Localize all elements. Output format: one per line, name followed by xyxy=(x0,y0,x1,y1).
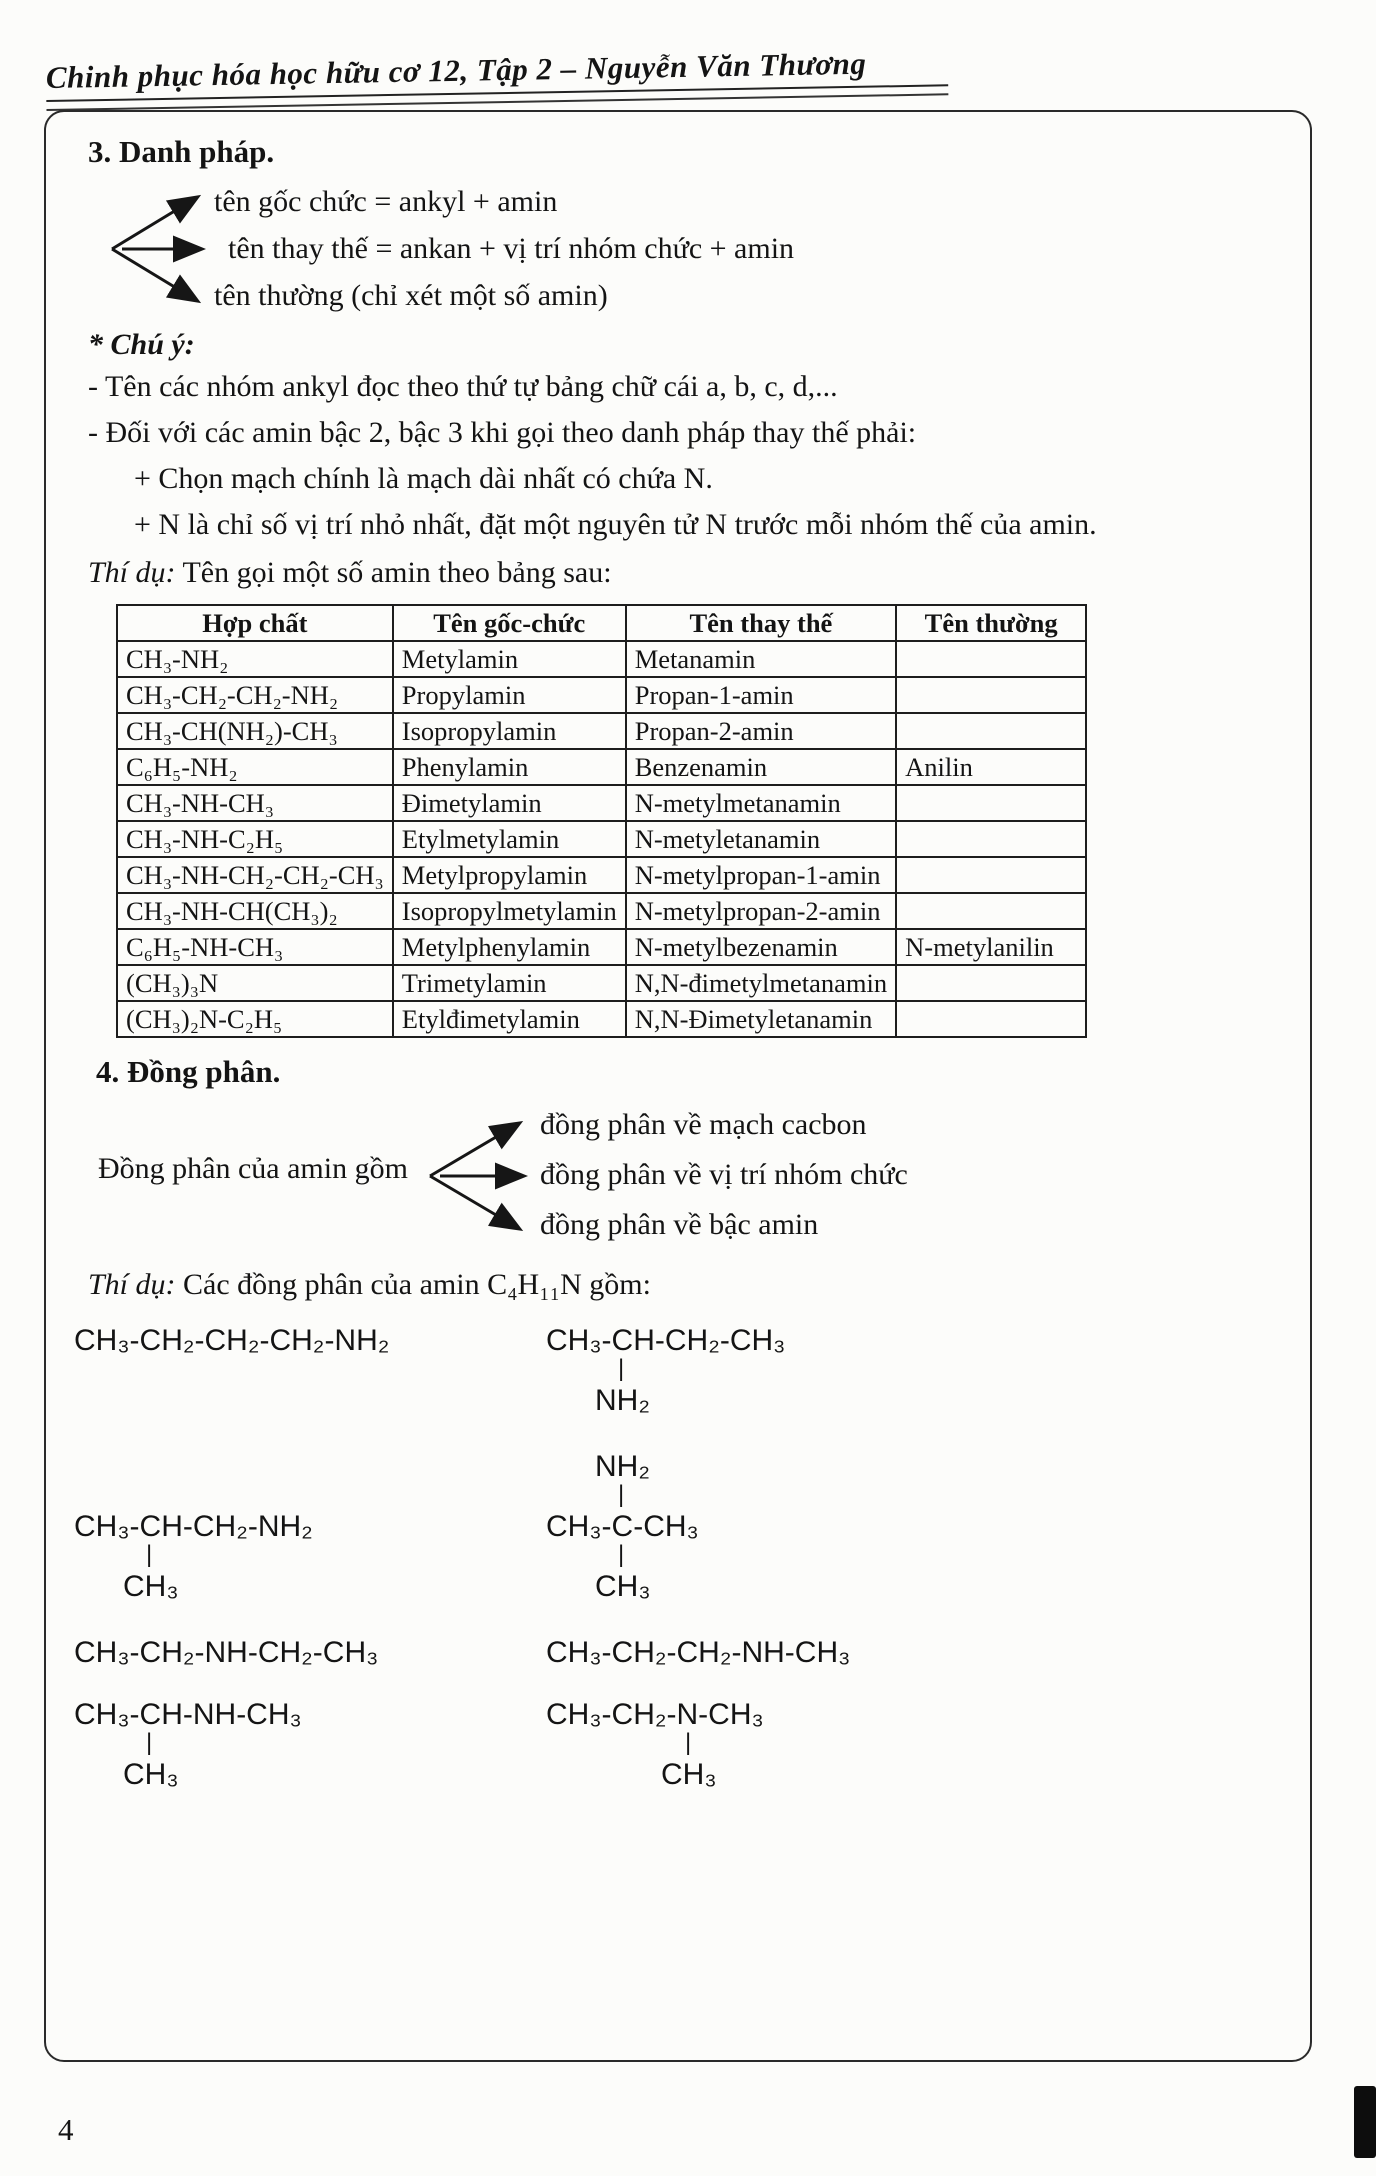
amine-table-body xyxy=(117,641,1086,1037)
table-cell: CH₃-NH-C₂H₅ xyxy=(117,821,393,857)
table-cell: Phenylamin xyxy=(393,749,626,785)
col-header-ten-thuong: Tên thường xyxy=(896,605,1086,641)
formula-line: CH₃ xyxy=(123,1570,179,1603)
table-cell xyxy=(896,965,1086,1001)
page-header xyxy=(46,44,967,111)
table-cell: CH₃-NH-CH₂-CH₂-CH₃ xyxy=(117,857,393,893)
bond-vertical: | xyxy=(618,1355,625,1382)
formula-line: CH₃ xyxy=(123,1758,179,1791)
formula-line: CH₃-C-CH₃ xyxy=(546,1510,699,1543)
formula-line: CH₃-CH₂-NH-CH₂-CH₃ xyxy=(74,1636,379,1669)
table-cell xyxy=(896,1001,1086,1037)
table-cell: C₆H₅-NH₂ xyxy=(117,749,393,785)
table-cell: Anilin xyxy=(896,749,1086,785)
formula-butan-2-amin xyxy=(546,1322,785,1420)
formula-row xyxy=(74,1634,1282,1672)
table-cell: Metanamin xyxy=(626,641,896,677)
table-cell: (CH₃)₃N xyxy=(117,965,393,1001)
bond-vertical: | xyxy=(146,1729,153,1756)
isomer-branch-label: Đồng phân của amin gồm xyxy=(98,1152,408,1185)
formula-etyldimetylamin xyxy=(546,1696,764,1794)
table-cell: CH₃-NH-CH(CH₃)₂ xyxy=(117,893,393,929)
branch-item-thay-the: tên thay thế = ankan + vị trí nhóm chức + amin xyxy=(228,232,795,265)
formula-row xyxy=(74,1448,1282,1606)
table-cell xyxy=(896,641,1086,677)
table-head xyxy=(117,605,1086,641)
table-cell: C₆H₅-NH-CH₃ xyxy=(117,929,393,965)
isomer-branch-diagram xyxy=(74,1100,1282,1252)
formula-row xyxy=(74,1696,1282,1794)
section4-heading: 4. Đồng phân. xyxy=(96,1054,281,1089)
col-header-goc-chuc: Tên gốc-chức xyxy=(393,605,626,641)
amine-naming-table xyxy=(116,604,1087,1038)
note-heading: * Chú ý: xyxy=(88,328,195,361)
formula-metylpropylamin xyxy=(546,1634,850,1672)
note-line: - Đối với các amin bậc 2, bậc 3 khi gọi theo danh pháp thay thế phải: xyxy=(88,416,917,449)
table-cell: N,N-Đimetyletanamin xyxy=(626,1001,896,1037)
table-cell: Isopropylmetylamin xyxy=(393,893,626,929)
formula-line: CH₃-CH₂-N-CH₃ xyxy=(546,1698,764,1731)
table-cell xyxy=(896,821,1086,857)
table-row xyxy=(117,929,1086,965)
table-cell: N,N-đimetylmetanamin xyxy=(626,965,896,1001)
formula-line: NH₂ xyxy=(595,1384,650,1417)
table-row xyxy=(117,821,1086,857)
formula-line: CH₃-CH₂-CH₂-CH₂-NH₂ xyxy=(74,1324,390,1357)
table-example-intro xyxy=(88,550,1282,596)
bond-vertical: | xyxy=(685,1729,692,1756)
table-cell: CH₃-NH₂ xyxy=(117,641,393,677)
table-cell: Propan-1-amin xyxy=(626,677,896,713)
table-cell xyxy=(896,785,1086,821)
col-header-hop-chat: Hợp chất xyxy=(117,605,393,641)
formula-line: CH₃-CH-CH₂-CH₃ xyxy=(546,1324,786,1357)
isomer-example-intro xyxy=(88,1262,1282,1308)
formula-isopropylmetylamin xyxy=(74,1696,546,1794)
bond-vertical: | xyxy=(146,1541,153,1568)
formula-line: CH₃ xyxy=(595,1570,651,1603)
table-row xyxy=(117,713,1086,749)
bond-vertical: | xyxy=(618,1541,625,1568)
table-cell: CH₃-CH₂-CH₂-NH₂ xyxy=(117,677,393,713)
table-cell: CH₃-CH(NH₂)-CH₃ xyxy=(117,713,393,749)
table-cell: Metylpropylamin xyxy=(393,857,626,893)
table-row xyxy=(117,857,1086,893)
table-row xyxy=(117,641,1086,677)
formula-2-metylpropan-1-amin xyxy=(74,1448,546,1606)
formula-2-metylpropan-2-amin xyxy=(546,1448,699,1606)
table-cell: N-metylanilin xyxy=(896,929,1086,965)
formula-dietylamin xyxy=(74,1634,546,1672)
table-cell: Trimetylamin xyxy=(393,965,626,1001)
scan-artifact xyxy=(1354,2086,1376,2158)
example-text: Các đồng phân của amin C₄H₁₁N gồm: xyxy=(175,1268,651,1301)
note-line: + Chọn mạch chính là mạch dài nhất có chứa N. xyxy=(134,462,713,495)
table-cell: CH₃-NH-CH₃ xyxy=(117,785,393,821)
table-row xyxy=(117,965,1086,1001)
table-cell: Metylamin xyxy=(393,641,626,677)
table-cell: (CH₃)₂N-C₂H₅ xyxy=(117,1001,393,1037)
table-cell: Propan-2-amin xyxy=(626,713,896,749)
table-cell: N-metylmetanamin xyxy=(626,785,896,821)
table-cell: Đimetylamin xyxy=(393,785,626,821)
branch-arrows-icon xyxy=(110,178,206,320)
table-cell: N-metylpropan-2-amin xyxy=(626,893,896,929)
col-header-thay-the: Tên thay thế xyxy=(626,605,896,641)
table-cell: N-metyletanamin xyxy=(626,821,896,857)
table-cell: Benzenamin xyxy=(626,749,896,785)
formula-line: CH₃-CH-CH₂-NH₂ xyxy=(74,1510,313,1543)
example-label: Thí dụ: xyxy=(88,1268,176,1301)
formula-line: NH₂ xyxy=(595,1450,650,1483)
book-title: Chinh phục hóa học hữu cơ 12, Tập 2 – Nguyễn Văn Thương xyxy=(45,45,867,96)
formula-butan-1-amin xyxy=(74,1322,546,1360)
branch-item-goc-chuc: tên gốc chức = ankyl + amin xyxy=(214,185,558,218)
branch-item-mach-cacbon: đồng phân về mạch cacbon xyxy=(540,1108,867,1141)
branch-arrows-icon xyxy=(426,1100,530,1252)
formula-line: CH₃-CH-NH-CH₃ xyxy=(74,1698,302,1731)
table-row xyxy=(117,749,1086,785)
table-cell: Etylmetylamin xyxy=(393,821,626,857)
table-cell xyxy=(896,893,1086,929)
table-header-row xyxy=(117,605,1086,641)
table-row xyxy=(117,677,1086,713)
note-line: - Tên các nhóm ankyl đọc theo thứ tự bảng chữ cái a, b, c, d,... xyxy=(88,370,838,403)
formula-row xyxy=(74,1322,1282,1420)
table-cell xyxy=(896,857,1086,893)
table-cell: Isopropylamin xyxy=(393,713,626,749)
naming-branch-diagram xyxy=(110,178,1282,320)
branch-item-ten-thuong: tên thường (chỉ xét một số amin) xyxy=(214,279,608,312)
table-row xyxy=(117,785,1086,821)
table-row xyxy=(117,893,1086,929)
note-line: + N là chỉ số vị trí nhỏ nhất, đặt một nguyên tử N trước mỗi nhóm thế của amin. xyxy=(134,508,1097,541)
formula-line: CH₃-CH₂-CH₂-NH-CH₃ xyxy=(546,1636,851,1669)
table-cell xyxy=(896,677,1086,713)
table-row xyxy=(117,1001,1086,1037)
branch-item-bac-amin: đồng phân về bậc amin xyxy=(540,1208,819,1241)
table-cell: Etylđimetylamin xyxy=(393,1001,626,1037)
formula-line: CH₃ xyxy=(661,1758,717,1791)
table-cell: N-metylpropan-1-amin xyxy=(626,857,896,893)
example-text: Tên gọi một số amin theo bảng sau: xyxy=(175,556,612,589)
table-cell: Metylphenylamin xyxy=(393,929,626,965)
bond-vertical: | xyxy=(618,1481,625,1508)
section3-heading: 3. Danh pháp. xyxy=(88,134,275,169)
content-box xyxy=(44,110,1312,2062)
example-label: Thí dụ: xyxy=(88,556,176,589)
table-cell: Propylamin xyxy=(393,677,626,713)
table-cell: N-metylbezenamin xyxy=(626,929,896,965)
branch-item-vi-tri: đồng phân về vị trí nhóm chức xyxy=(540,1158,908,1191)
page-number: 4 xyxy=(58,2112,74,2147)
table-cell xyxy=(896,713,1086,749)
